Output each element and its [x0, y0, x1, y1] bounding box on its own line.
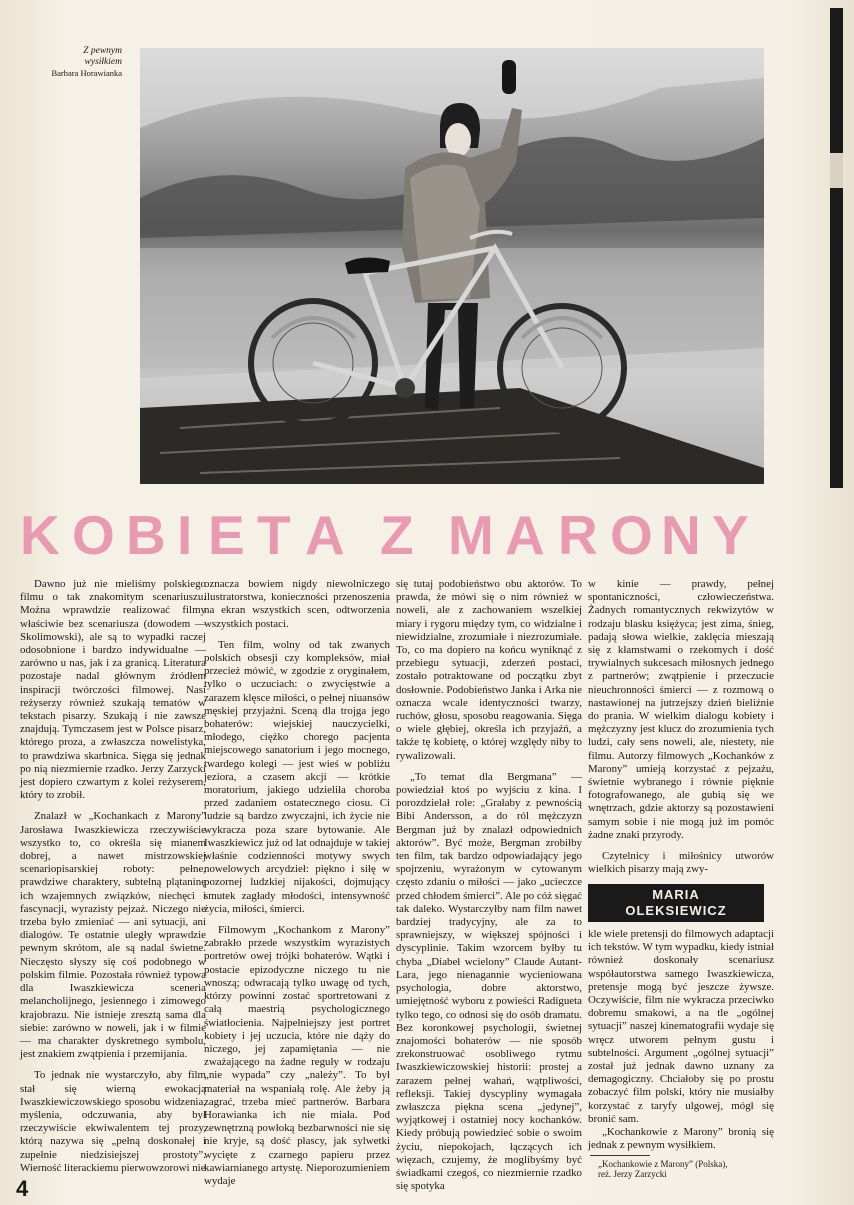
page-number: 4 — [16, 1176, 29, 1201]
paragraph: Ten film, wolny od tak zwanych polskich obsesji czy kompleksów, miał przecież mówić, w zgodzie z oryginałem, tylko o uczuciach: o zwycięstwie a zarazem klęsce miłości, o pełnej niuansów męskiej przyjaźni. Sceną dla trojga jego bohaterów: wiejskiej nauczycielki, młodego, ciężko chorego pacjenta miejscowego sanatorium i jego mocnego, twardego kolegi — jest wieś w pobliżu jeziora, a czasem akcji — krótkie moratorium, jakiego udzieliła choroba przed zadaniem ostatecznego ciosu. Ci ludzie są bardzo zwyczajni, ich życie nie wykracza poza szare bytowanie. Ale Iwaszkiewicz już od lat odnajduje w takiej właśnie codzienności motywy swych nowelowych arcydzieł: piękno i siłę w pozornej ludzkiej nijakości, dojmujący smutek zagłady młodości, intensywność życia, miłości, śmierci. — [204, 638, 390, 915]
headline-letter: Z — [380, 504, 414, 566]
photo-caption — [20, 46, 122, 79]
article-column-2 — [204, 578, 390, 1188]
paragraph: się tutaj podobieństwo obu aktorów. To prawda, że mówi się o nim również w noweli, ale z zachowaniem wszelkiej miary i rygoru między tym, co widzialne i niewidzialne, zrozumiałe i niezrozumiałe. To, co ma dopiero na końcu wyniknąć z przebiegu sytuacji, zderzeń postaci, zostało potraktowane od początku zbyt dosłownie. Podobieństwo Janka i Arka nie oznacza wcale identyczności twarzy, ruchów, głosu, sposobu reagowania. Sięga o wiele głębiej, określa ich przyjaźń, a także tę kobietę, o której względy niby to rywalizowali. — [396, 578, 582, 762]
headline-letter: E — [208, 504, 245, 566]
headline-letter: M — [448, 504, 494, 566]
headline-letter: B — [126, 504, 166, 566]
author-last-name: OLEKSIEWICZ — [625, 903, 727, 918]
headline-letter: A — [505, 504, 545, 566]
author-first-name: MARIA — [652, 887, 700, 902]
paragraph: kle wiele pretensji do filmowych adaptacji ich tekstów. W tym wypadku, kiedy istniał również doskonały scenariusz współautorstwa samego Iwaszkiewicza, pretensje mogą być jeszcze żywsze. Oczywiście, film nie wykracza przeciwko dobremu smakowi, a na tle „ogólnej sytuacji” naszej kinematografii wydaje się wręcz utworem pełnym gustu i subtelności. Argument „ogólnej sytuacji” został już jednak dawno uznany za demagogiczny. Chciałoby się po prostu zobaczyć film polski, który nie musiałby korzystać z taryfy ulgowej, mógł się bronić sam. — [588, 928, 774, 1125]
credit-line-2: reż. Jerzy Zarzycki — [598, 1169, 667, 1179]
headline-letter: T — [257, 504, 291, 566]
article-column-1 — [20, 578, 206, 1175]
headline-letter: Y — [712, 504, 749, 566]
article-column-4 — [588, 578, 774, 876]
film-credit — [598, 1159, 788, 1179]
paragraph: Filmowym „Kochankom z Marony” zabrakło przede wszystkim wyrazistych portretów owej trójki bohaterów. Wątki i postacie epizodyczne niczego tu nie wnoszą; odwracają tylko uwagę od tych, którzy powinni zostać sportretowani z całą maestrią psychologicznego światłocienia. Najpełniejszy jest portret kobiety i jej uczucia, które nie dąży do niczego, jej zapamiętania — nie zważającego na żadne reguły w rodzaju „nie wypada” czy „należy”. To był materiał na wspaniałą rolę. Ale żeby ją zagrać, trzeba mieć partnerów. Barbara Horawianka ich nie miała. Pod zewnętrzną powłoką bezbarwności nie się nie kryje, są dość płascy, jak sylwetki wycięte z czarnego papieru przez kawiarnianego artystę. Nieporozumieniem wydaje — [204, 924, 390, 1187]
headline-letter: A — [305, 504, 345, 566]
paragraph: oznacza bowiem nigdy niewolniczego ilustratorstwa, konieczności przenoszenia na ekran wszystkich scen, odtworzenia wszystkich postaci. — [204, 578, 390, 630]
author-byline — [588, 884, 764, 922]
paragraph: „To temat dla Bergmana” — powiedział ktoś po wyjściu z kina. I porozdzielał role: „Grałaby z pewnością Bibi Andersson, a do ról mężczyzn Bergman już by znalazł odpowiednich aktorów”. Być może, Bergman zrobiłby ten film, tak bardzo odpowiadający jego spojrzeniu, wyrażonym w cytowanym często zdaniu o miłości — jako „ucieczce przed chłodem śmierci”. Ale po cóż sięgać tak daleko. Wystarczyłby nam film nawet bardziej tradycyjny, ale za to sprawniejszy, w większej spójności i dyscyplinie. Takim wzorcem byłby tu chyba „Diabeł wcielony” Claude Autant-Lara, jego nienagannie wycieniowana psychologia, dobre aktorstwo, umiejętność wyboru z powieści Radigueta tylko tego, co odnosi się do osób dramatu. Bez koronkowej psychologii, świetnej znajomości bohaterów — nie sposób zrekonstruować osobliwego rytmu Iwaszkiewiczowskiej historii: prostej a zarazem pełnej wahań, wątpliwości, refleksji. Takiej dyscypliny wymagała zwłaszcza piękna scena „jedynej”, wyjątkowej i ostatniej nocy kochanków. Kiedy próbują powiedzieć sobie o swoim życiu, niepokojach, łączących ich więzach, czujemy, że moglibyśmy być świadkami czegoś, co niezmiernie rzadko się spotyka — [396, 770, 582, 1193]
film-still-photo — [140, 48, 764, 484]
headline-letter: I — [177, 504, 193, 566]
caption-author: Barbara Horawianka — [51, 68, 122, 78]
caption-line-1: Z pewnym — [83, 46, 122, 56]
paragraph: „Kochankowie z Marony” bronią się jednak z pewnym wysiłkiem. — [588, 1126, 774, 1152]
headline-letter: O — [610, 504, 653, 566]
article-column-4-continued — [588, 928, 774, 1152]
paragraph: Znalazł w „Kochankach z Marony” Jarosława Iwaszkiewicza rzeczywiście wszystko to, co określa się mianem dobrej, a nawet mistrzowskiej scenariopisarskiej roboty: pełne, prawdziwe charaktery, subtelną plątaninę ich wzajemnych związków, niechęci i fascynacji, wyrazisty pejzaż. Niczego nie trzeba było zmieniać — ani sytuacji, ani dialogów. Te ostatnie uległy wprawdzie pewnym skrótom, ale są nadal świetne. Nieczęsto słyszy się coś podobnego w polskim filmie. Pozostała również typowa dla Iwaszkiewicza sceneria melancholijnego, jesiennego i zimowego krajobrazu. Nie istnieje zresztą sama dla siebie: zarówno w noweli, jak i w filmie — ma charakter dyskretnego symbolu, jest znakiem zwątpienia i przemijania. — [20, 810, 206, 1061]
headline-letter: N — [661, 504, 701, 566]
headline-letter: O — [72, 504, 115, 566]
headline-letter: K — [20, 504, 60, 566]
caption-line-2: wysiłkiem — [84, 57, 122, 67]
credit-divider — [590, 1155, 650, 1156]
paragraph: To jednak nie wystarczyło, aby film stał się wierną ewokacją Iwaszkiewiczowskiego sposobu widzenia, myślenia, odczuwania, aby był rzeczywiście ekwiwalentem tej prozy, którą nazywa się „pełną doskonałej i zupełnie niedzisiejszej prostoty”. Wierność literackiemu pierwowzorowi nie — [20, 1069, 206, 1174]
credit-line-1: „Kochankowie z Marony” (Polska), — [598, 1159, 728, 1169]
paragraph: w kinie — prawdy, pełnej spontaniczności, człowieczeństwa. Żadnych romantycznych rekwizytów w rodzaju blasku księżyca; jest zima, śnieg, padają słowa wielkie, zaklęcia mieszają się z kłamstwami o rzekomych i dość trywialnych sukcesach miłosnych jednego z partnerów; zwątpienie i przeczucie nieuchronności śmierci — z rozmową o nastawionej na jutrzejszy dzień bieliźnie do prania. W wielkim dialogu kobiety i mężczyzny jest klucz do zrozumienia tych ludzi, cały sens noweli, ale, niestety, nie filmu. Autorzy filmowych „Kochanków z Marony” umieją korzystać z pejzażu, świetnie wybranego i równie pięknie fotografowanego, ale gubią się we wnętrzach, gdzie aktorzy są pozostawieni samym sobie i nie mogą już im pomóc żadne znaki przyrody. — [588, 578, 774, 841]
page-edge-bar — [830, 8, 843, 488]
article-headline — [20, 500, 760, 572]
paragraph: Dawno już nie mieliśmy polskiego filmu o tak znakomitym scenariuszu. Można wprawdzie realizować filmy właściwie bez scenariusza (dowodem — Skolimowski), ale są to wypadki raczej odosobnione i bardzo indywidualne — zarówno u nas, jak i za granicą. Literatura pozostaje nadal głównym źródłem inspiracji twórczości filmowej. Nasi reżyserzy również szukają tematów w tekstach pisarzy. Szukają i nie zawsze znajdują. Tymczasem jest w Polsce pisarz, którego proza, a zwłaszcza nowelistyka, to prawdziwa skarbnica. Sięga się jednak po nią niezmiernie rzadko. Jerzy Zarzycki jest dopiero czwartym z kolei reżyserem, który to zrobił. — [20, 578, 206, 802]
article-column-3 — [396, 578, 582, 1193]
paragraph: Czytelnicy i miłośnicy utworów wielkich pisarzy mają zwy- — [588, 850, 774, 876]
headline-letter: R — [558, 504, 598, 566]
